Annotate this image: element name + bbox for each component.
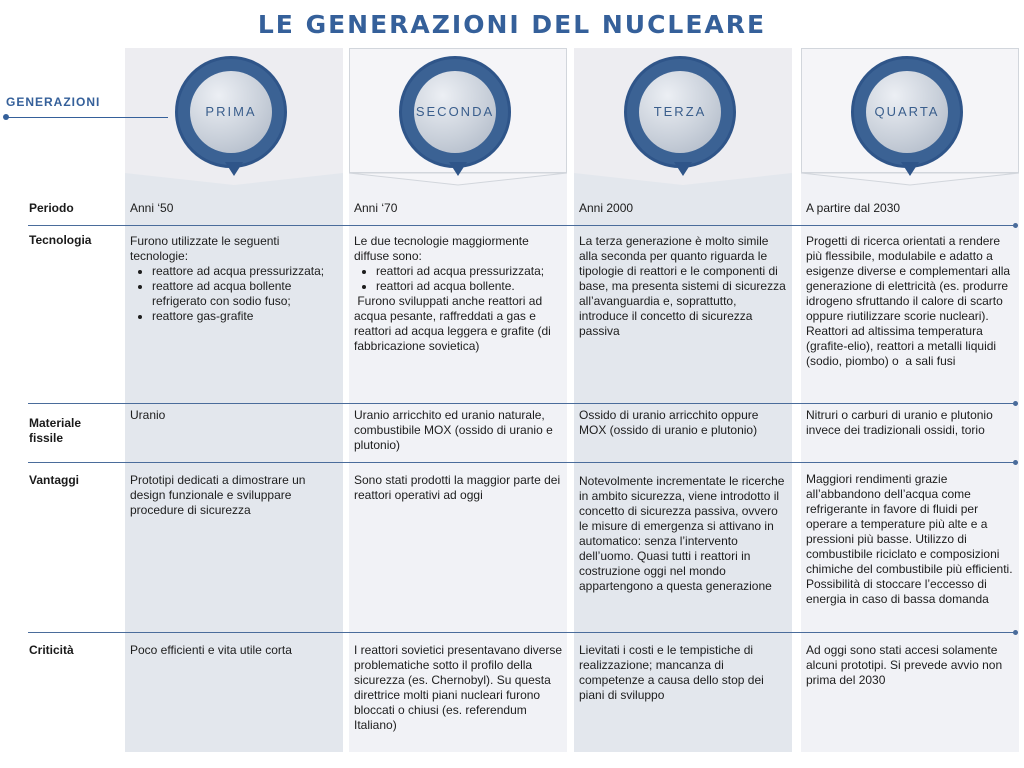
cell-vantaggi-seconda: Sono stati prodotti la maggior parte dei reattori operativi ad oggi xyxy=(354,473,561,502)
list-item: • reattore ad acqua bollente refrigerato con sodio fuso; xyxy=(152,279,337,309)
generation-name: PRIMA xyxy=(205,104,257,119)
row-divider xyxy=(28,632,1018,633)
connector-line xyxy=(6,117,168,118)
cell-tecnologia-terza: La terza generazione è molto simile alla seconda per quanto riguarda le tipologie di reattori e le componenti di base, ma presenta sistemi di sicurezza all’avanguardia e, soprattutto, introduce il concetto di sicurezza passiva xyxy=(579,234,786,338)
generations-label: GENERAZIONI xyxy=(6,95,101,109)
tecnologia-outro: Furono sviluppati anche reattori ad acqua pesante, raffreddati a gas e reattori ad acqua leggera e grafite (di fabbricazione sovietica) xyxy=(354,294,555,353)
cell-periodo-quarta: A partire dal 2030 xyxy=(806,201,901,215)
generation-badge-terza xyxy=(624,56,736,168)
divider-dot xyxy=(1013,460,1018,465)
cell-periodo-seconda: Anni ‘70 xyxy=(354,201,398,215)
generation-name: QUARTA xyxy=(874,104,940,119)
cell-periodo-terza: Anni 2000 xyxy=(579,201,634,215)
divider-dot xyxy=(1013,223,1018,228)
tecnologia-list xyxy=(354,264,562,294)
cell-materiale-prima: Uranio xyxy=(130,408,166,422)
divider-dot xyxy=(1013,401,1018,406)
generation-badge-prima xyxy=(175,56,287,168)
divider-dot xyxy=(1013,630,1018,635)
pin-pointer-icon xyxy=(901,162,919,176)
pin-pointer-icon xyxy=(674,162,692,176)
list-item: • reattori ad acqua bollente. xyxy=(376,279,562,294)
cell-vantaggi-quarta: Maggiori rendimenti grazie all’abbandono dell’acqua come refrigerante in favore di fluidi per operare a temperature più alte e a pressioni più basse. Utilizzo di combustibile riciclato e composizioni chimiche del combustibile più efficienti. Possibilità di stoccare l’eccesso di energia in caso di bassa domanda xyxy=(806,472,1013,606)
row-label-materiale: Materiale fissile xyxy=(29,416,82,445)
page-title: LE GENERAZIONI DEL NUCLEARE xyxy=(257,10,767,39)
cell-materiale-quarta: Nitruri o carburi di uranio e plutonio invece dei tradizionali ossidi, torio xyxy=(806,408,993,437)
generation-name: SECONDA xyxy=(415,104,495,119)
cell-tecnologia-seconda xyxy=(354,234,562,354)
row-label-criticita: Criticità xyxy=(29,643,74,657)
cell-vantaggi-prima: Prototipi dedicati a dimostrare un design funzionale e sviluppare procedure di sicurezza xyxy=(130,473,306,517)
row-label-tecnologia: Tecnologia xyxy=(29,233,92,247)
tecnologia-intro: Le due tecnologie maggiormente diffuse sono: xyxy=(354,234,529,263)
generation-badge-quarta xyxy=(851,56,963,168)
pin-pointer-icon xyxy=(449,162,467,176)
row-divider xyxy=(28,225,1018,226)
tecnologia-list xyxy=(130,264,337,324)
cell-materiale-terza: Ossido di uranio arricchito oppure MOX (ossido di uranio e plutonio) xyxy=(579,408,759,437)
row-label-periodo: Periodo xyxy=(29,201,74,215)
row-divider xyxy=(28,403,1018,404)
cell-criticita-seconda: I reattori sovietici presentavano diverse problematiche sotto il profilo della sicurezza (es. Chernobyl). Su questa direttrice molti piani nucleari furono bloccati o chiusi (es. referendum Italiano) xyxy=(354,643,563,732)
tecnologia-intro: Furono utilizzate le seguenti tecnologie: xyxy=(130,234,280,263)
row-label-vantaggi: Vantaggi xyxy=(29,473,80,487)
generation-name: TERZA xyxy=(653,104,707,119)
list-item: • reattore ad acqua pressurizzata; xyxy=(152,264,337,279)
list-item: • reattori ad acqua pressurizzata; xyxy=(376,264,562,279)
row-divider xyxy=(28,462,1018,463)
cell-criticita-terza: Lievitati i costi e le tempistiche di realizzazione; mancanza di competenze a causa dello stop dei piani di sviluppo xyxy=(579,643,764,702)
cell-criticita-quarta: Ad oggi sono stati accesi solamente alcuni prototipi. Si prevede avvio non prima del 2030 xyxy=(806,643,1003,687)
cell-tecnologia-quarta: Progetti di ricerca orientati a rendere più flessibile, modulabile e adatto a esigenze diverse e complementari alla generazione di elettricità (es. produrre idrogeno sfruttando il calore di scarto oppure riutilizzare scorie nucleari). Reattori ad altissima temperatura (grafite-elio), reattori a metalli liquidi (sodio, piombo) o a sali fusi xyxy=(806,234,1014,368)
cell-materiale-seconda: Uranio arricchito ed uranio naturale, combustibile MOX (ossido di uranio e plutonio) xyxy=(354,408,553,452)
list-item: • reattore gas-grafite xyxy=(152,309,337,324)
generation-badge-seconda xyxy=(399,56,511,168)
cell-criticita-prima: Poco efficienti e vita utile corta xyxy=(130,643,292,657)
cell-periodo-prima: Anni ‘50 xyxy=(130,201,174,215)
cell-tecnologia-prima xyxy=(130,234,337,324)
cell-vantaggi-terza: Notevolmente incrementate le ricerche in ambito sicurezza, viene introdotto il concetto di sicurezza passiva, ovvero le misure di emergenza si attivano in automatico: senza l’intervento dell’uomo. Quasi tutti i reattori in costruzione oggi nel mondo appartengono a questa generazione xyxy=(579,474,785,593)
pin-pointer-icon xyxy=(225,162,243,176)
